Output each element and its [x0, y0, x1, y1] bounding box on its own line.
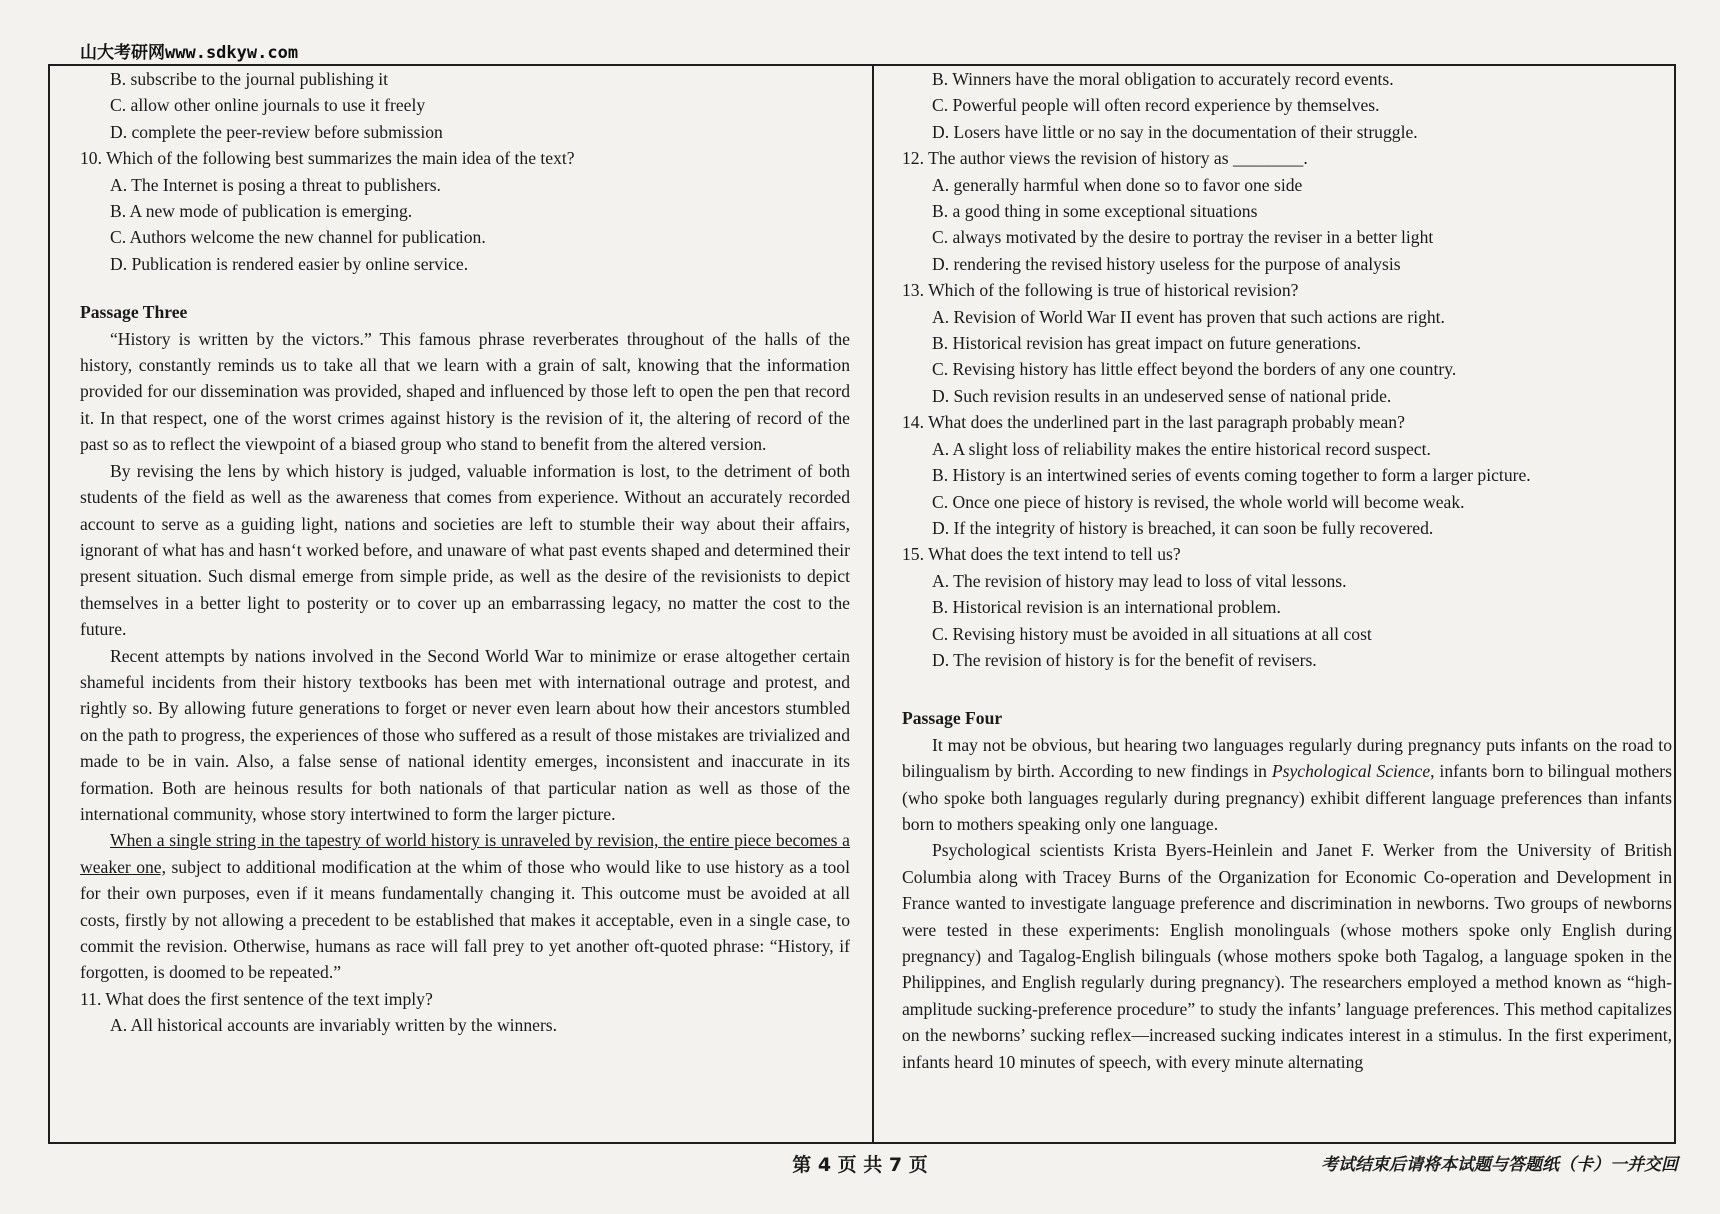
q15-option-c: C. Revising history must be avoided in all situations at all cost: [932, 623, 1372, 644]
q12-option-d: D. rendering the revised history useless for the purpose of analysis: [932, 253, 1401, 274]
q10-option-d: D. Publication is rendered easier by online service.: [110, 253, 469, 274]
q11-option-c: C. Powerful people will often record experience by themselves.: [932, 95, 1380, 116]
journal-title: Psychological Science: [1271, 761, 1431, 782]
q14-option-b: B. History is an intertwined series of events coming together to form a larger picture.: [932, 465, 1531, 486]
q11-stem: 11. What does the first sentence of the text imply?: [80, 988, 433, 1009]
q13-option-b: B. Historical revision has great impact on future generations.: [932, 333, 1361, 354]
q9-option-b: B. subscribe to the journal publishing it: [110, 69, 389, 89]
q10-option-c: C. Authors welcome the new channel for publication.: [110, 227, 486, 248]
q13-option-a: A. Revision of World War II event has proven that such actions are right.: [932, 306, 1445, 327]
passage-four-p2: Psychological scientists Krista Byers-Heinlein and Janet F. Werker from the University of British Columbia along with Tracey Burns of the Organization for Economic Co-operation and Development in France wanted to investigate language preference and discrimination in newborns. Two groups of newborns were tested in these experiments: English monolinguals (whose mothers spoke only English during pregnancy) and Tagalog-English bilinguals (whose mothers spoke both Tagalog, a language spoken in the Philippines, and English regularly during pregnancy). The researchers employed a method known as “high-amplitude sucking-preference procedure” to study the infants’ language preferences. This method capitalizes on the newborns’ sucking reflex—increased sucking indicates interest in a stimulus. In the first experiment, infants heard 10 minutes of speech, with every minute alternating: [902, 840, 1672, 1072]
q11-option-a: A. All historical accounts are invariably written by the winners.: [110, 1015, 558, 1036]
q12-option-a: A. generally harmful when done so to favor one side: [932, 174, 1303, 195]
q11-option-d: D. Losers have little or no say in the documentation of their struggle.: [932, 121, 1418, 142]
passage-three-p1: “History is written by the victors.” This famous phrase reverberates throughout of the halls of the history, constantly reminds us to take all that we learn with a grain of salt, knowing that the information provided for our dissemination was provided, shaped and influenced by those left to open the pen that record it. In that respect, one of the worst crimes against history is the revision of it, the altering of record of the past so as to reflect the viewpoint of a biased group who stand to benefit from the altered version.: [80, 328, 850, 455]
passage-four-p1-b: , infants born to bilingual mothers (who spoke both languages regularly during pregnancy) exhibit different language preferences than infants born to mothers speaking only one language.: [902, 761, 1672, 834]
q10-option-b: B. A new mode of publication is emerging.: [110, 201, 413, 222]
q12-option-b: B. a good thing in some exceptional situations: [932, 201, 1258, 222]
passage-three-p2: By revising the lens by which history is judged, valuable information is lost, to the detriment of both students of the field as well as the awareness that comes from experience. Without an accurately recorded account to serve as a guiding light, nations and societies are left to stumble their way about their affairs, ignorant of what has and hasn‘t worked before, and unaware of what past events shaped and determined their present situation. Such dismal emerge from simple pride, as well as the desire of the revisionists to depict themselves in a better light to posterity or to cover up an embarrassing legacy, no matter the cost to the future.: [80, 460, 850, 640]
q12-option-c: C. always motivated by the desire to portray the reviser in a better light: [932, 227, 1434, 248]
q13-option-c: C. Revising history has little effect beyond the borders of any one country.: [932, 359, 1457, 380]
footer-note: 考试结束后请将本试题与答题纸（卡）一并交回: [1321, 1155, 1678, 1175]
passage-four-heading: Passage Four: [902, 708, 1003, 729]
passage-three-p4-rest: subject to additional modification at the whim of those who would like to use history as a tool for their own purposes, even if it means fundamentally changing it. This outcome must be avoided at all costs, firstly by not allowing a precedent to be established that makes it acceptable, even in a single case, to commit the revision. Otherwise, humans as race will fall prey to yet another oft-quoted phrase: “History, if forgotten, is doomed to be repeated.”: [80, 856, 850, 983]
q12-stem: 12. The author views the revision of history as ________.: [902, 148, 1308, 169]
q14-option-a: A. A slight loss of reliability makes the entire historical record suspect.: [932, 438, 1431, 459]
q9-option-d: D. complete the peer-review before submission: [110, 121, 443, 142]
q15-stem: 15. What does the text intend to tell us?: [902, 544, 1181, 565]
q10-option-a: A. The Internet is posing a threat to publishers.: [110, 174, 441, 195]
q11-option-b: B. Winners have the moral obligation to accurately record events.: [932, 69, 1394, 89]
q14-option-d: D. If the integrity of history is breached, it can soon be fully recovered.: [932, 517, 1434, 538]
q13-option-d: D. Such revision results in an undeserved sense of national pride.: [932, 385, 1392, 406]
passage-three-p4: [80, 827, 850, 985]
underlined-sentence: When a single string in the tapestry of world history is unraveled by revision, the entire piece becomes a weaker one,: [80, 830, 850, 877]
passage-four-p1: [902, 732, 1672, 838]
passage-three-heading: Passage Three: [80, 302, 188, 323]
q10-stem: 10. Which of the following best summarizes the main idea of the text?: [80, 148, 575, 169]
q13-stem: 13. Which of the following is true of historical revision?: [902, 280, 1299, 301]
left-column: [80, 66, 850, 1142]
q9-option-c: C. allow other online journals to use it freely: [110, 95, 426, 116]
site-watermark: 山大考研网www.sdkyw.com: [80, 43, 299, 63]
q15-option-b: B. Historical revision is an international problem.: [932, 597, 1281, 618]
column-divider: [872, 64, 874, 1144]
q15-option-d: D. The revision of history is for the benefit of revisers.: [932, 649, 1317, 670]
page-number: 第 4 页 共 7 页: [792, 1154, 928, 1176]
passage-three-p3: Recent attempts by nations involved in the Second World War to minimize or erase altogether certain shameful incidents from their history textbooks has been met with international outrage and protest, and rightly so. By allowing future generations to forget or never even learn about how their ancestors stumbled on the path to progress, the experiences of those who suffered as a result of those mistakes are trivialized and made to be in vain. Also, a false sense of national identity emerges, inconsistent and inaccurate in its formation. Both are heinous results for both nationals of that particular nation as well as those of the international community, whose story intertwined to form the larger picture.: [80, 645, 850, 824]
q14-option-c: C. Once one piece of history is revised, the whole world will become weak.: [932, 491, 1465, 512]
right-column: [902, 66, 1672, 1142]
q15-option-a: A. The revision of history may lead to loss of vital lessons.: [932, 570, 1347, 591]
passage-four-p1-a: It may not be obvious, but hearing two languages regularly during pregnancy puts infants on the road to bilingualism by birth. According to new findings in: [902, 734, 1672, 782]
q14-stem: 14. What does the underlined part in the last paragraph probably mean?: [902, 412, 1405, 433]
